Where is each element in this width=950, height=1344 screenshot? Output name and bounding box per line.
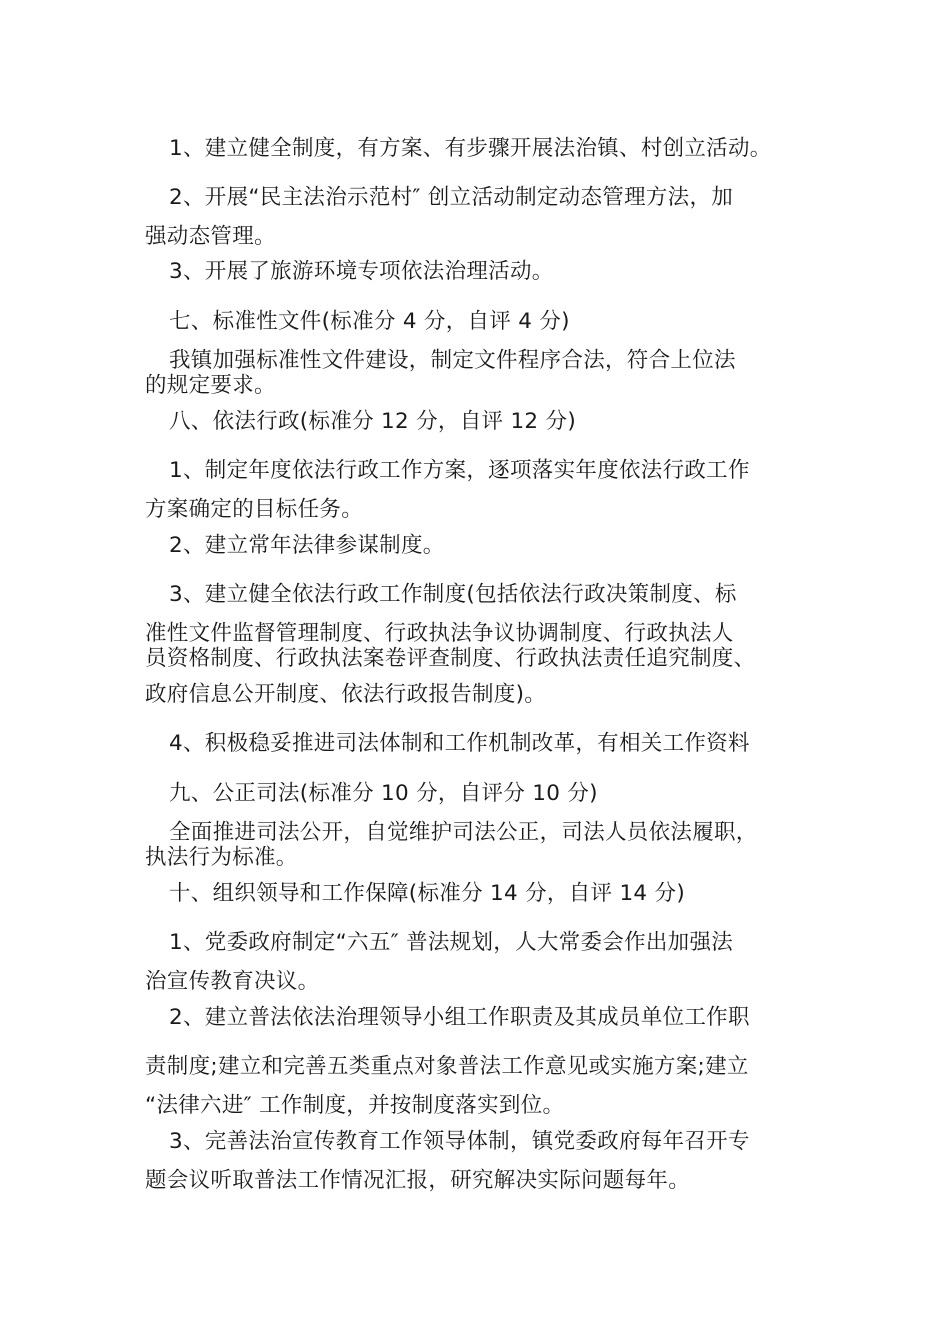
paragraph-line: 1、制定年度依法行政工作方案，逐项落实年度依法行政工作 <box>169 458 750 483</box>
paragraph-line: 责制度;建立和完善五类重点对象普法工作意见或实施方案;建立 <box>145 1054 749 1079</box>
paragraph-line: 3、开展了旅游环境专项依法治理活动。 <box>169 259 554 284</box>
paragraph-line: 强动态管理。 <box>145 224 276 249</box>
paragraph-line: 4、积极稳妥推进司法体制和工作机制改革，有相关工作资料 <box>169 731 750 756</box>
section-heading: 七、标准性文件(标准分 4 分，自评 4 分) <box>169 309 570 334</box>
section-heading: 九、公正司法(标准分 10 分，自评分 10 分) <box>169 781 598 806</box>
paragraph-line: 1、党委政府制定“六五″ 普法规划，人大常委会作出加强法 <box>169 930 734 955</box>
paragraph-line: 准性文件监督管理制度、行政执法争议协调制度、行政执法人 <box>145 621 734 646</box>
paragraph-line: 2、建立普法依法治理领导小组工作职责及其成员单位工作职 <box>169 1005 750 1030</box>
paragraph-line: 治宣传教育决议。 <box>145 969 320 994</box>
paragraph-line: 执法行为标准。 <box>145 845 298 870</box>
paragraph-line: 我镇加强标准性文件建设，制定文件程序合法，符合上位法 <box>169 348 736 373</box>
paragraph-line: 2、开展“民主法治示范村″ 创立活动制定动态管理方法，加 <box>169 185 734 210</box>
section-heading: 八、依法行政(标准分 12 分，自评 12 分) <box>169 409 577 434</box>
paragraph-line: 2、建立常年法律参谋制度。 <box>169 533 445 558</box>
paragraph-line: 员资格制度、行政执法案卷评查制度、行政执法责任追究制度、 <box>145 646 756 671</box>
paragraph-line: 方案确定的目标任务。 <box>145 497 364 522</box>
paragraph-line: 政府信息公开制度、依法行政报告制度)。 <box>145 682 547 707</box>
paragraph-line: 全面推进司法公开，自觉维护司法公正，司法人员依法履职， <box>169 820 758 845</box>
paragraph-line: 题会议听取普法工作情况汇报，研究解决实际问题每年。 <box>145 1168 691 1193</box>
paragraph-line: 3、完善法治宣传教育工作领导体制，镇党委政府每年召开专 <box>169 1129 750 1154</box>
section-heading: 十、组织领导和工作保障(标准分 14 分，自评 14 分) <box>169 881 686 906</box>
paragraph-line: 3、建立健全依法行政工作制度(包括依法行政决策制度、标 <box>169 582 737 607</box>
paragraph-line: 1、建立健全制度，有方案、有步骤开展法治镇、村创立活动。 <box>169 136 772 161</box>
paragraph-line: “法律六进″ 工作制度，并按制度落实到位。 <box>145 1093 565 1118</box>
paragraph-line: 的规定要求。 <box>145 373 276 398</box>
